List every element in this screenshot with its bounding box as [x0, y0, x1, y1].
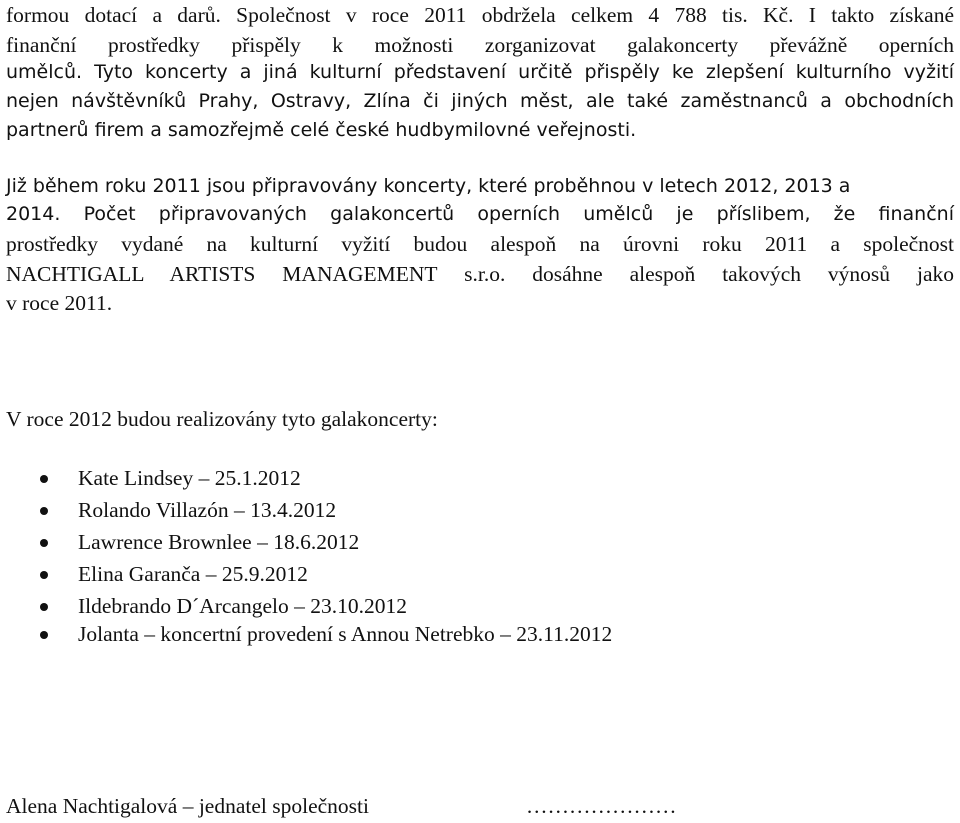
concert-list-item: [40, 500, 940, 528]
paragraph1-line3: umělců. Tyto koncerty a jiná kulturní představení určitě přispěly ke zlepšení kulturního vyžití: [6, 61, 954, 83]
signature-placeholder: …………………: [526, 794, 677, 818]
concerts-heading: V roce 2012 budou realizovány tyto galakoncerty:: [6, 407, 438, 431]
concert-list-item: [40, 468, 940, 496]
concert-list-item: [40, 624, 940, 652]
concert-text: Jolanta – koncertní provedení s Annou Netrebko – 23.11.2012: [78, 622, 613, 646]
bullet-icon: [40, 631, 48, 639]
concert-list-item: [40, 564, 940, 592]
concert-list-item: [40, 532, 940, 560]
concert-text: Lawrence Brownlee – 18.6.2012: [78, 530, 360, 554]
concert-text: Kate Lindsey – 25.1.2012: [78, 466, 301, 490]
paragraph2-line3: prostředky vydané na kulturní vyžití budou alespoň na úrovni roku 2011 a společnost: [6, 232, 954, 256]
paragraph1-line1: formou dotací a darů. Společnost v roce 2011 obdržela celkem 4 788 tis. Kč. I takto získané: [6, 3, 954, 27]
paragraph2-line2: 2014. Počet připravovaných galakoncertů operních umělců je příslibem, že finanční: [6, 203, 954, 225]
bullet-icon: [40, 603, 48, 611]
paragraph2-line4: NACHTIGALL ARTISTS MANAGEMENT s.r.o. dosáhne alespoň takových výnosů jako: [6, 262, 954, 286]
paragraph1-line5: partnerů firem a samozřejmě celé české hudbymilovné veřejnosti.: [6, 119, 637, 141]
paragraph2-line1: Již během roku 2011 jsou připravovány koncerty, které proběhnou v letech 2012, 2013 a: [6, 175, 851, 197]
concert-text: Ildebrando D´Arcangelo – 23.10.2012: [78, 594, 407, 618]
signature-name: Alena Nachtigalová – jednatel společnosti: [6, 794, 369, 818]
bullet-icon: [40, 475, 48, 483]
paragraph2-line5: v roce 2011.: [6, 291, 113, 315]
bullet-icon: [40, 571, 48, 579]
bullet-icon: [40, 507, 48, 515]
paragraph1-line4: nejen návštěvníků Prahy, Ostravy, Zlína či jiných měst, ale také zaměstnanců a obchodních: [6, 90, 954, 112]
paragraph1-line2: finanční prostředky přispěly k možnosti zorganizovat galakoncerty převážně operních: [6, 33, 954, 57]
concert-text: Elina Garanča – 25.9.2012: [78, 562, 308, 586]
concert-list-item: [40, 596, 940, 624]
bullet-icon: [40, 539, 48, 547]
concert-text: Rolando Villazón – 13.4.2012: [78, 498, 337, 522]
